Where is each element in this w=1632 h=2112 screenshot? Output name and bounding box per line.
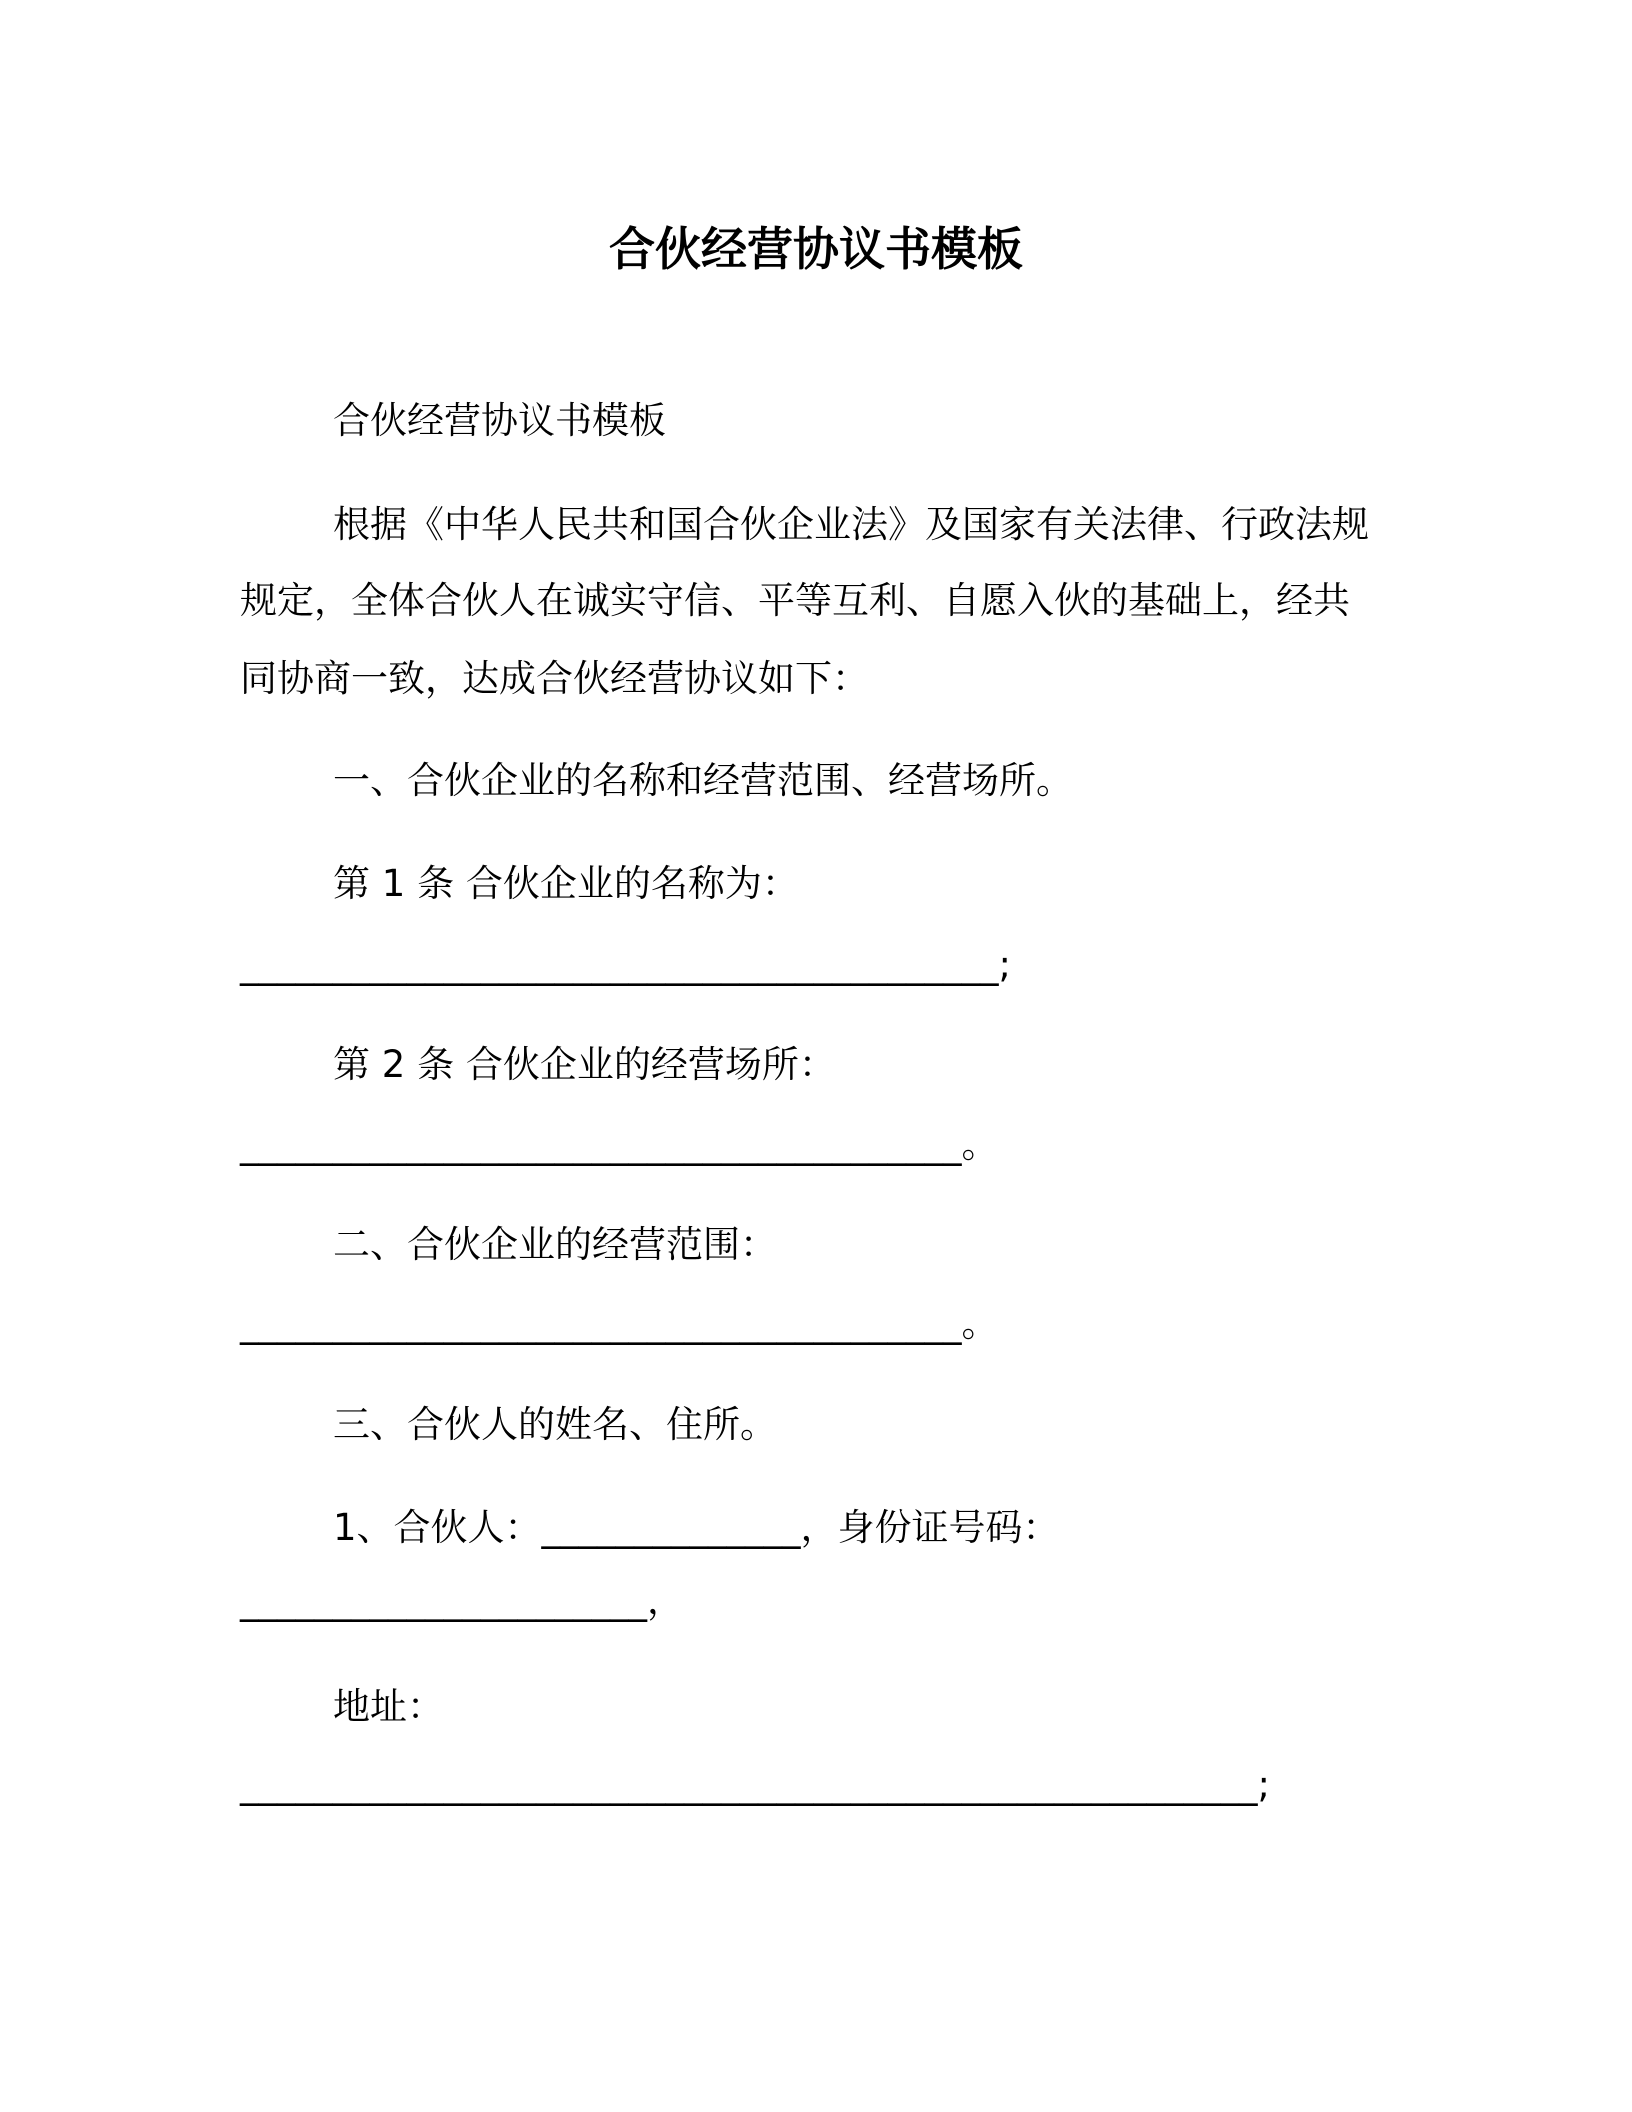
- preamble-line-2: 规定，全体合伙人在诚实守信、平等互利、自愿入伙的基础上，经共: [240, 579, 1350, 622]
- partner-1-line: 1、合伙人：______________，身份证号码：: [333, 1506, 1060, 1549]
- article-1-label: 第 1 条 合伙企业的名称为：: [333, 862, 799, 905]
- section-2-heading: 二、合伙企业的经营范围：: [333, 1223, 777, 1266]
- article-2-blank: _______________________________________。: [240, 1123, 999, 1166]
- article-1-blank: _________________________________________;: [240, 943, 1011, 986]
- address-label: 地址：: [333, 1685, 444, 1728]
- preamble-line-3: 同协商一致，达成合伙经营协议如下：: [240, 657, 869, 700]
- business-scope-blank: _______________________________________。: [240, 1302, 999, 1345]
- partner-1-id-blank: ______________________，: [240, 1579, 684, 1622]
- section-3-heading: 三、合伙人的姓名、住所。: [333, 1403, 777, 1446]
- article-2-label: 第 2 条 合伙企业的经营场所：: [333, 1043, 836, 1086]
- address-blank: _______________________________________________________;: [240, 1763, 1270, 1806]
- preamble-line-1: 根据《中华人民共和国合伙企业法》及国家有关法律、行政法规: [333, 503, 1369, 546]
- section-1-heading: 一、合伙企业的名称和经营范围、经营场所。: [333, 759, 1073, 802]
- document-title: 合伙经营协议书模板: [609, 222, 1023, 276]
- document-subtitle: 合伙经营协议书模板: [333, 399, 666, 442]
